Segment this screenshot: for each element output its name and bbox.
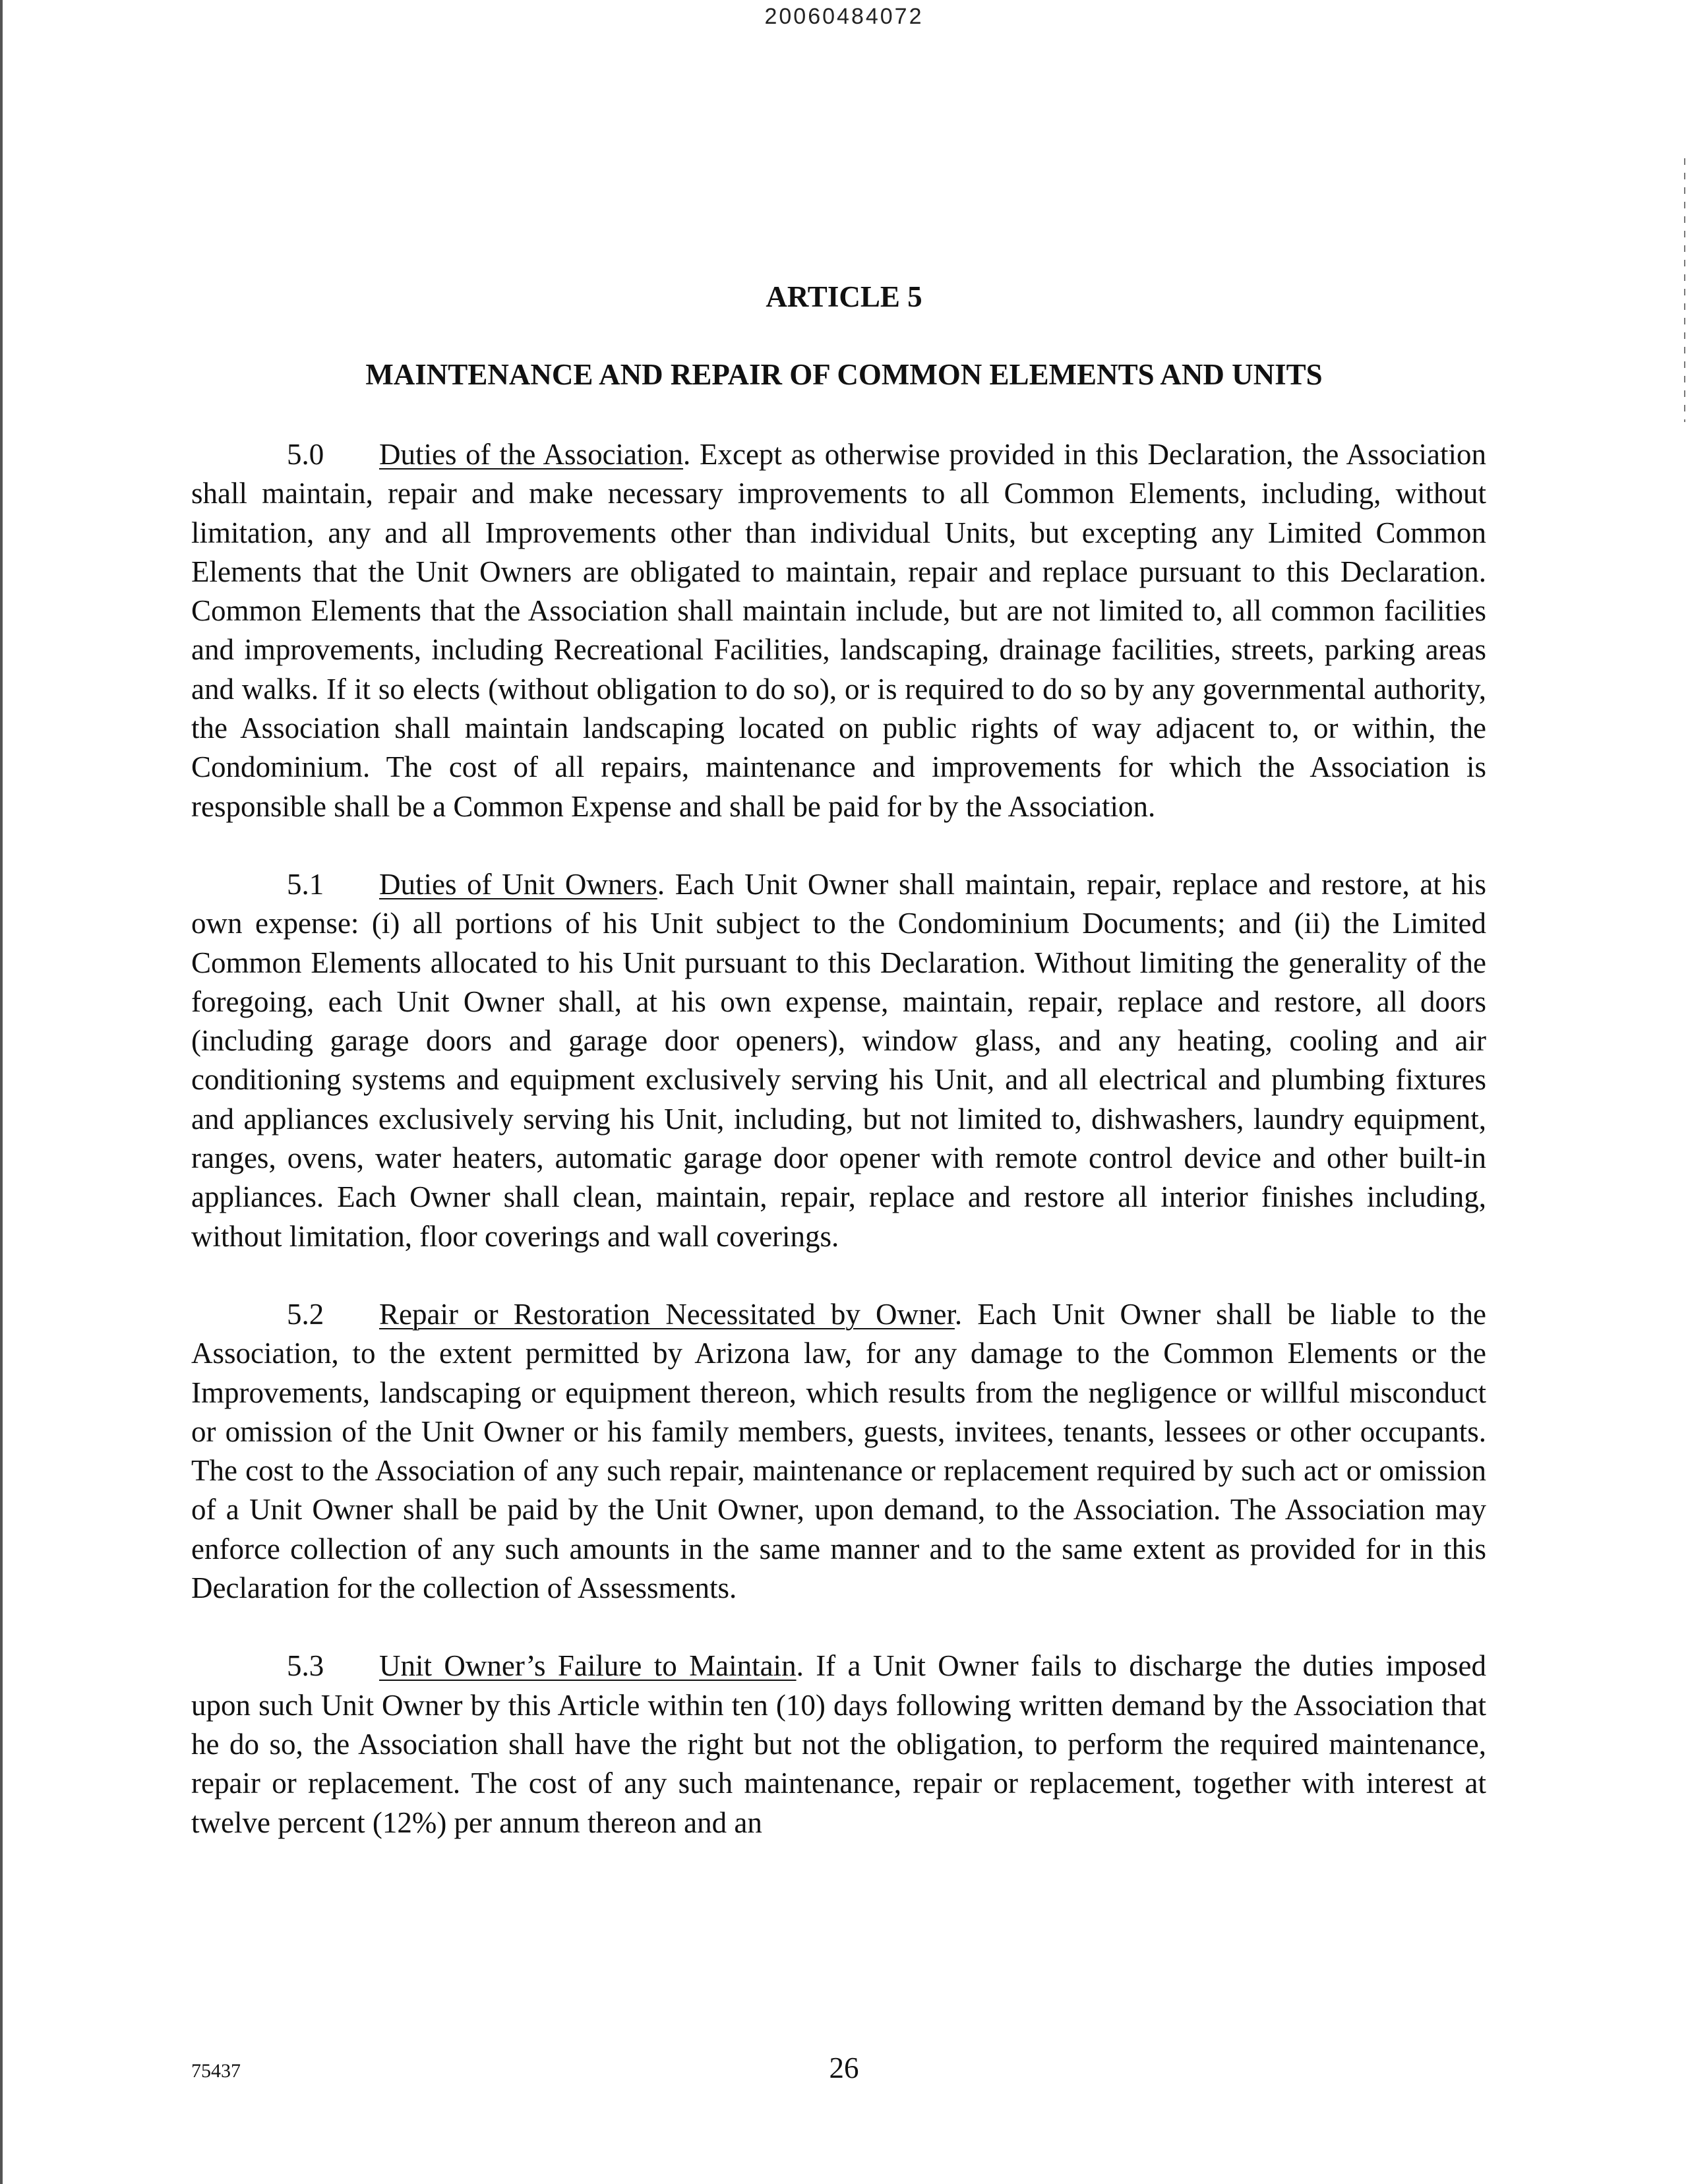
section-5-3 bbox=[191, 1647, 1486, 1842]
section-text: . Except as otherwise provided in this Declaration, the Association shall maintain, repair and make necessary improvements to all Common Elements, including, without limitation, any and all Improvements other than individual Units, but excepting any Limited Common Elements that the Unit Owners are obligated to maintain, repair and replace pursuant to this Declaration. Common Elements that the Association shall maintain include, but are not limited to, all common facilities and improvements, including Recreational Facilities, landscaping, drainage facilities, streets, parking areas and walks. If it so elects (without obligation to do so), or is required to do so by any governmental authority, the Association shall maintain landscaping located on public rights of way adjacent to, or within, the Condominium. The cost of all repairs, maintenance and improvements for which the Association is responsible shall be a Common Expense and shall be paid for by the Association. bbox=[191, 438, 1486, 823]
document-recording-number: 20060484072 bbox=[764, 4, 924, 29]
section-heading: Duties of the Association bbox=[379, 438, 684, 471]
section-number: 5.1 bbox=[287, 867, 324, 901]
section-5-0 bbox=[191, 435, 1486, 826]
footer-document-id: 75437 bbox=[191, 2060, 241, 2082]
section-text: . Each Unit Owner shall be liable to the Association, to the extent permitted by Arizona law, for any damage to the Common Elements or the Improvements, landscaping or equipment thereon, which results from the negligence or willful misconduct or omission of the Unit Owner or his family members, guests, invitees, tenants, lessees or other occupants. The cost to the Association of any such repair, maintenance or replacement required by such act or omission of a Unit Owner shall be paid by the Unit Owner, upon demand, to the Association. The Association may enforce collection of any such amounts in the same manner and to the same extent as provided for in this Declaration for the collection of Assessments. bbox=[191, 1297, 1486, 1605]
section-number: 5.3 bbox=[287, 1649, 324, 1683]
section-number: 5.0 bbox=[287, 438, 324, 471]
section-text: . Each Unit Owner shall maintain, repair, replace and restore, at his own expense: (i) all portions of his Unit subject to the Condominium Documents; and (ii) the Limited Common Elements allocated to his Unit pursuant to this Declaration. Without limiting the generality of the foregoing, each Unit Owner shall, at his own expense, maintain, repair, replace and restore, all doors (including garage doors and garage door openers), window glass, and any heating, cooling and air conditioning systems and equipment exclusively serving his Unit, and all electrical and plumbing fixtures and appliances exclusively serving his Unit, including, but not limited to, dishwashers, laundry equipment, ranges, ovens, water heaters, automatic garage door opener with remote control device and other built-in appliances. Each Owner shall clean, maintain, repair, replace and restore all interior finishes including, without limitation, floor coverings and wall coverings. bbox=[191, 867, 1486, 1253]
section-heading: Duties of Unit Owners bbox=[379, 867, 657, 901]
article-subtitle: MAINTENANCE AND REPAIR OF COMMON ELEMENTS AND UNITS bbox=[365, 358, 1323, 391]
section-5-1 bbox=[191, 865, 1486, 1256]
section-5-2 bbox=[191, 1295, 1486, 1608]
scan-edge-left bbox=[0, 0, 3, 2184]
section-text: . If a Unit Owner fails to discharge the duties imposed upon such Unit Owner by this Article within ten (10) days following written demand by the Association that he do so, the Association shall have the right but not the obligation, to perform the required maintenance, repair or replacement. The cost of any such maintenance, repair or replacement, together with interest at twelve percent (12%) per annum thereon and an bbox=[191, 1649, 1486, 1839]
article-title: ARTICLE 5 bbox=[766, 280, 922, 313]
section-number: 5.2 bbox=[287, 1297, 324, 1331]
section-heading: Unit Owner’s Failure to Maintain bbox=[379, 1649, 797, 1683]
article-body bbox=[191, 435, 1486, 1881]
footer-page-number: 26 bbox=[829, 2051, 859, 2084]
section-heading: Repair or Restoration Necessitated by Owner bbox=[379, 1297, 955, 1331]
